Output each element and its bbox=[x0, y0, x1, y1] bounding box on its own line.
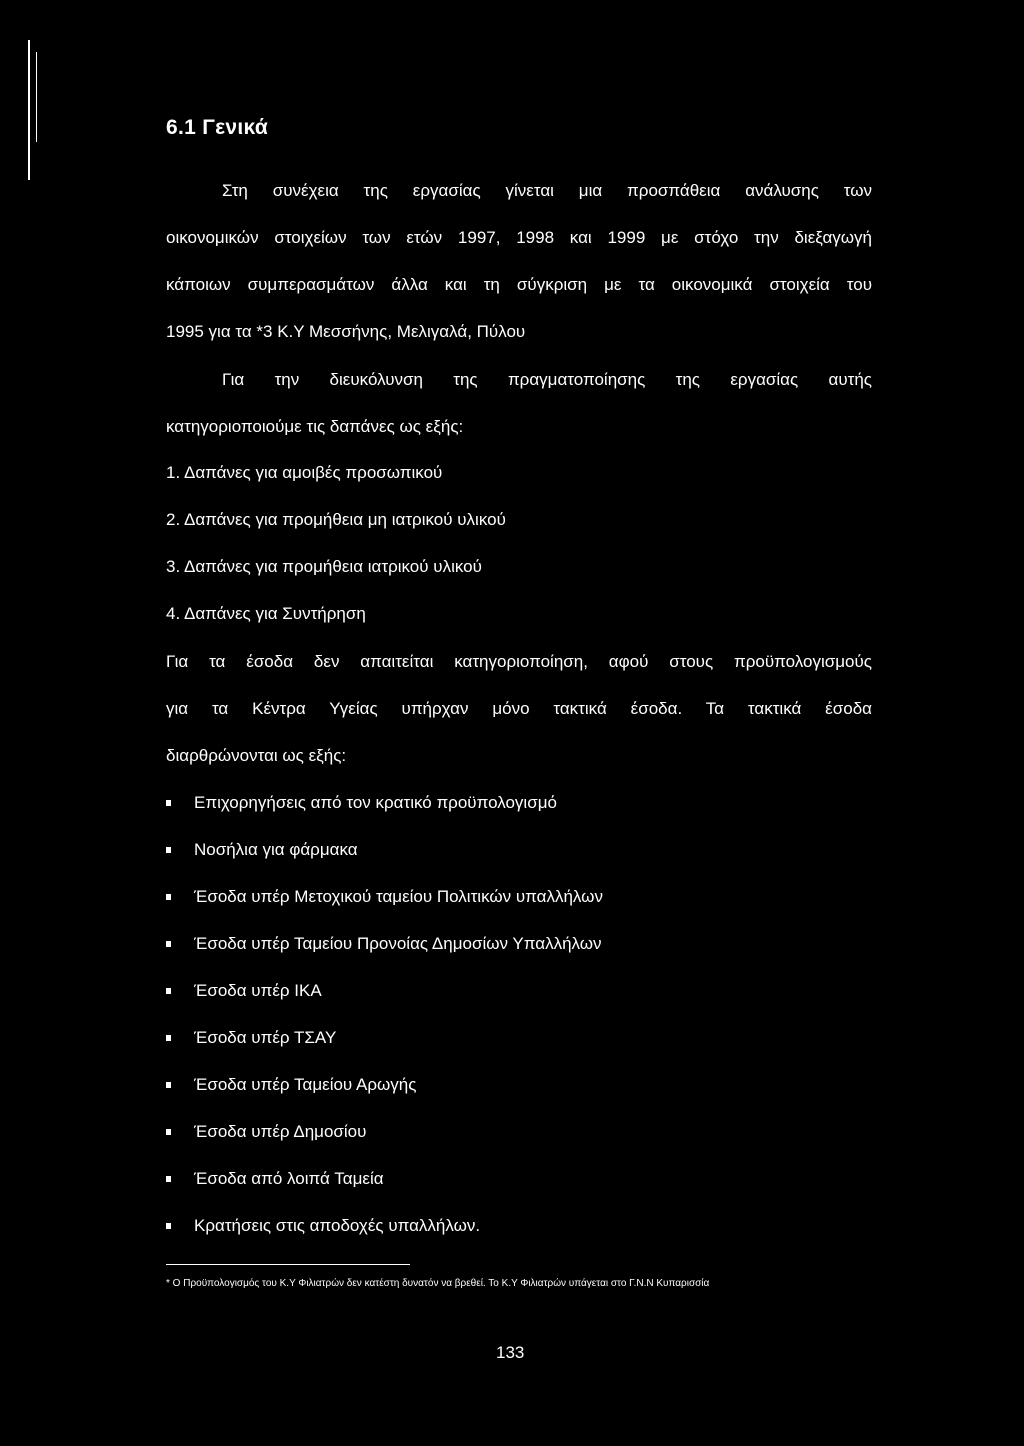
list-item-text: Επιχορηγήσεις από τον κρατικό προϋπολογισμό bbox=[194, 793, 557, 812]
paragraph-line: διαρθρώνονται ως εξής: bbox=[166, 746, 347, 765]
list-item-text: Έσοδα υπέρ Ταμείου Αρωγής bbox=[194, 1075, 417, 1094]
bullet-icon bbox=[166, 1129, 171, 1135]
list-item: 2. Δαπάνες για προμήθεια μη ιατρικού υλικού bbox=[166, 510, 506, 529]
bullet-icon bbox=[166, 894, 171, 900]
list-item-text: Έσοδα υπέρ Ταμείου Προνοίας Δημοσίων Υπαλλήλων bbox=[194, 934, 602, 953]
list-item-text: Έσοδα υπέρ ΙΚΑ bbox=[194, 981, 322, 1000]
paragraph-line: κάποιων συμπερασμάτων άλλα και τη σύγκριση με τα οικονομικά στοιχεία του bbox=[166, 275, 872, 294]
list-item: 4. Δαπάνες για Συντήρηση bbox=[166, 604, 366, 623]
page-number: 133 bbox=[496, 1343, 525, 1362]
paragraph-line: Στη συνέχεια της εργασίας γίνεται μια προσπάθεια ανάλυσης των bbox=[222, 181, 872, 200]
margin-line bbox=[36, 52, 37, 142]
list-item: 1. Δαπάνες για αμοιβές προσωπικού bbox=[166, 463, 443, 482]
bullet-icon bbox=[166, 800, 171, 806]
bullet-icon bbox=[166, 1223, 171, 1229]
list-item-text: Κρατήσεις στις αποδοχές υπαλλήλων. bbox=[194, 1216, 481, 1235]
bullet-icon bbox=[166, 1082, 171, 1088]
bullet-icon bbox=[166, 1176, 171, 1182]
footnote-divider bbox=[166, 1264, 410, 1265]
bullet-icon bbox=[166, 847, 171, 853]
bullet-icon bbox=[166, 1035, 171, 1041]
list-item: 3. Δαπάνες για προμήθεια ιατρικού υλικού bbox=[166, 557, 482, 576]
section-heading: 6.1 Γενικά bbox=[166, 116, 269, 139]
footnote: * Ο Προϋπολογισμός του Κ.Υ Φιλιατρών δεν κατέστη δυνατόν να βρεθεί. Το Κ.Υ Φιλιατρών υπάγεται στο Γ.Ν.Ν Κυπαρισσία bbox=[166, 1278, 710, 1289]
paragraph-line: Για τα έσοδα δεν απαιτείται κατηγοριοποίηση, αφού στους προϋπολογισμούς bbox=[166, 652, 872, 671]
bullet-icon bbox=[166, 988, 171, 994]
paragraph-line: 1995 για τα *3 Κ.Υ Μεσσήνης, Μελιγαλά, Πύλου bbox=[166, 322, 526, 341]
paragraph-line: Για την διευκόλυνση της πραγματοποίησης της εργασίας αυτής bbox=[222, 370, 872, 389]
list-item-text: Έσοδα υπέρ Μετοχικού ταμείου Πολιτικών υπαλλήλων bbox=[194, 887, 603, 906]
bullet-icon bbox=[166, 941, 171, 947]
paragraph-line: για τα Κέντρα Υγείας υπήρχαν μόνο τακτικά έσοδα. Τα τακτικά έσοδα bbox=[166, 699, 872, 718]
paragraph-line: οικονομικών στοιχείων των ετών 1997, 1998 και 1999 με στόχο την διεξαγωγή bbox=[166, 228, 872, 247]
list-item-text: Νοσήλια για φάρμακα bbox=[194, 840, 358, 859]
list-item-text: Έσοδα από λοιπά Ταμεία bbox=[194, 1169, 384, 1188]
paragraph-line: κατηγοριοποιούμε τις δαπάνες ως εξής: bbox=[166, 417, 464, 436]
margin-line bbox=[28, 40, 30, 180]
list-item-text: Έσοδα υπέρ Δημοσίου bbox=[194, 1122, 367, 1141]
list-item-text: Έσοδα υπέρ ΤΣΑΥ bbox=[194, 1028, 337, 1047]
